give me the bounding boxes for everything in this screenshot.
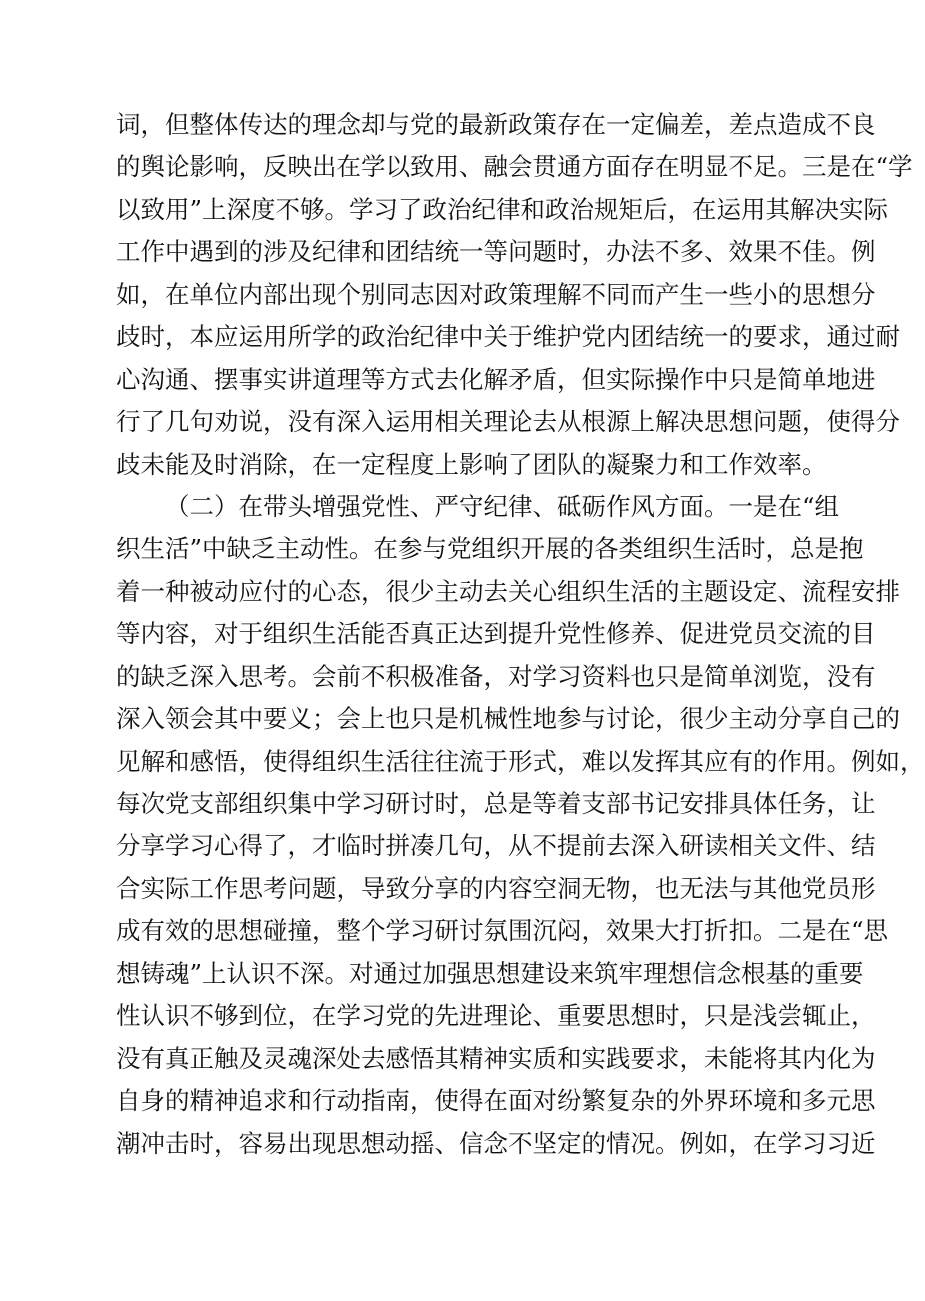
text-line: 没有真正触及灵魂深处去感悟其精神实质和实践要求，未能将其内化为 bbox=[116, 1043, 876, 1073]
text-line: 想铸魂”上认识不深。对通过加强思想建设来筑牢理想信念根基的重要 bbox=[116, 958, 864, 988]
text-line: 着一种被动应付的心态，很少主动去关心组织生活的主题设定、流程安排 bbox=[116, 576, 900, 606]
text-line: 分享学习心得了，才临时拼凑几句，从不提前去深入研读相关文件、结 bbox=[116, 831, 876, 861]
text-line: 潮冲击时，容易出现思想动摇、信念不坚定的情况。例如，在学习习近 bbox=[116, 1128, 876, 1158]
text-line: 合实际工作思考问题，导致分享的内容空洞无物，也无法与其他党员形 bbox=[116, 873, 876, 903]
text-line: 工作中遇到的涉及纪律和团结统一等问题时，办法不多、效果不佳。例 bbox=[116, 237, 876, 267]
text-line: 等内容，对于组织生活能否真正达到提升党性修养、促进党员交流的目 bbox=[116, 619, 876, 649]
text-line: 织生活”中缺乏主动性。在参与党组织开展的各类组织生活时，总是抱 bbox=[116, 534, 864, 564]
text-line: 性认识不够到位，在学习党的先进理论、重要思想时，只是浅尝辄止， bbox=[116, 1001, 876, 1031]
section-heading-line: （二）在带头增强党性、严守纪律、砥砺作风方面。一是在“组 bbox=[165, 491, 840, 521]
text-line: 见解和感悟，使得组织生活往往流于形式，难以发挥其应有的作用。例如， bbox=[116, 746, 925, 776]
text-line: 心沟通、摆事实讲道理等方式去化解矛盾，但实际操作中只是简单地进 bbox=[116, 364, 876, 394]
text-line: 自身的精神追求和行动指南，使得在面对纷繁复杂的外界环境和多元思 bbox=[116, 1086, 876, 1116]
text-line: 行了几句劝说，没有深入运用相关理论去从根源上解决思想问题，使得分 bbox=[116, 407, 900, 437]
text-line: 成有效的思想碰撞，整个学习研讨氛围沉闷，效果大打折扣。二是在“思 bbox=[116, 916, 889, 946]
text-line: 深入领会其中要义；会上也只是机械性地参与讨论，很少主动分享自己的 bbox=[116, 704, 900, 734]
text-line: 词，但整体传达的理念却与党的最新政策存在一定偏差，差点造成不良 bbox=[116, 110, 876, 139]
text-line: 的缺乏深入思考。会前不积极准备，对学习资料也只是简单浏览，没有 bbox=[116, 661, 876, 691]
text-line: 以致用”上深度不够。学习了政治纪律和政治规矩后，在运用其解决实际 bbox=[116, 194, 889, 224]
text-line: 的舆论影响，反映出在学以致用、融会贯通方面存在明显不足。三是在“学 bbox=[116, 152, 913, 182]
body-text bbox=[116, 104, 925, 1165]
text-line: 歧时，本应运用所学的政治纪律中关于维护党内团结统一的要求，通过耐 bbox=[116, 322, 900, 352]
paragraph-last-line: 歧未能及时消除，在一定程度上影响了团队的凝聚力和工作效率。 bbox=[116, 449, 827, 479]
text-line: 每次党支部组织集中学习研讨时，总是等着支部书记安排具体任务，让 bbox=[116, 789, 876, 818]
text-line: 如，在单位内部出现个别同志因对政策理解不同而产生一些小的思想分 bbox=[116, 279, 876, 309]
